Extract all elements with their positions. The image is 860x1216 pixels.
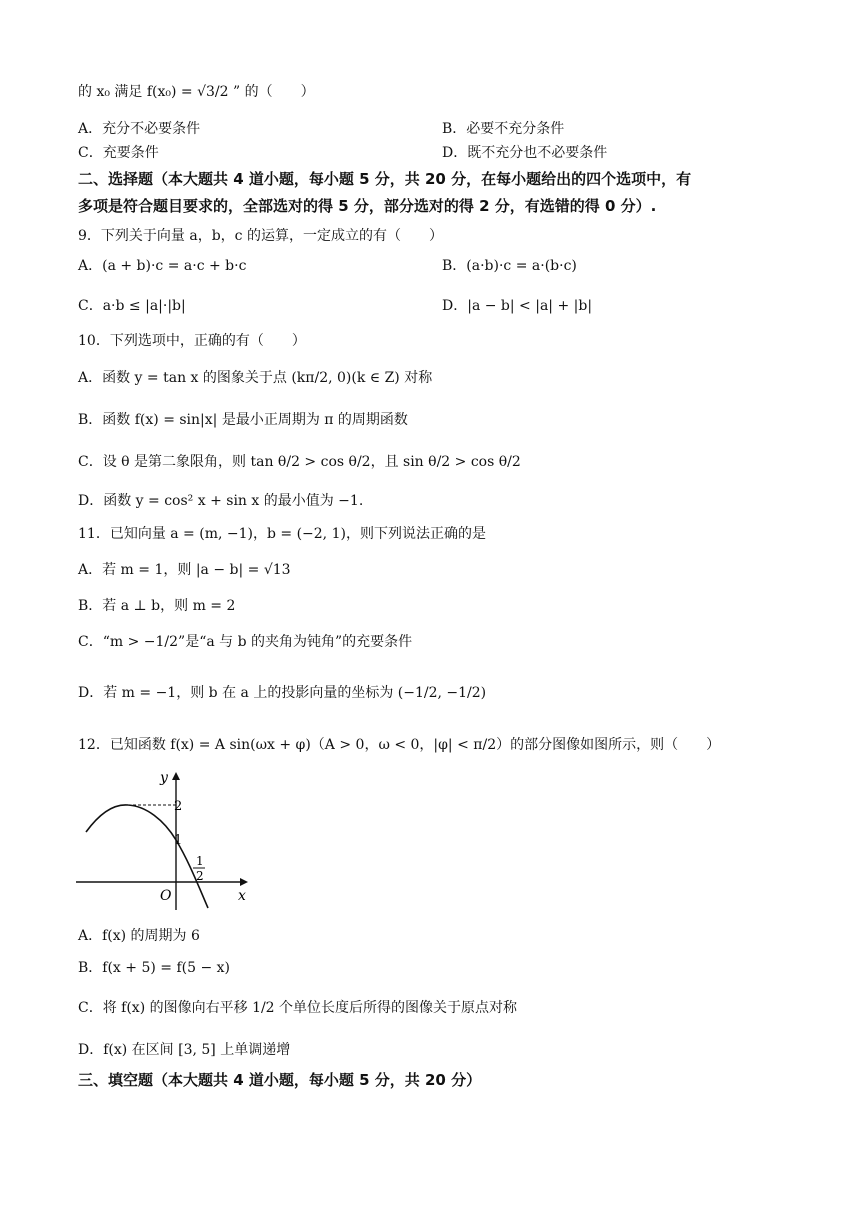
question-9-stem: 9．下列关于向量 a，b，c 的运算，一定成立的有（ ） xyxy=(78,228,443,244)
q9-option-b: B．(a·b)·c = a·(b·c) xyxy=(442,258,577,274)
q11-option-c: C．“m > −1/2”是“a 与 b 的夹角为钝角”的充要条件 xyxy=(78,634,413,650)
max-value-label: 2 xyxy=(174,799,183,814)
section-2-heading-line-2: 多项是符合题目要求的，全部选对的得 5 分，部分选对的得 2 分，有选错的得 0 分）. xyxy=(78,197,657,215)
y-intercept-label: 1 xyxy=(174,833,183,848)
section-2-heading-line-1: 二、选择题（本大题共 4 道小题，每小题 5 分，共 20 分，在每小题给出的四个选项中，有 xyxy=(78,170,692,188)
q12-option-d: D．f(x) 在区间 [3, 5] 上单调递增 xyxy=(78,1042,291,1058)
q8-stem-text: 的 x₀ 满足 f(x₀) = √3/2 ” 的（ ） xyxy=(78,84,315,100)
q8-option-a: A．充分不必要条件 xyxy=(78,121,201,137)
y-axis-label: y xyxy=(160,770,168,786)
q12-option-c: C．将 f(x) 的图像向右平移 1/2 个单位长度后所得的图像关于原点对称 xyxy=(78,1000,518,1016)
q12-option-a: A．f(x) 的周期为 6 xyxy=(78,928,200,944)
function-graph xyxy=(72,768,262,914)
q11-option-d: D．若 m = −1，则 b 在 a 上的投影向量的坐标为 (−1/2, −1/2) xyxy=(78,685,487,701)
question-10-stem: 10．下列选项中，正确的有（ ） xyxy=(78,333,306,349)
q10-option-c: C．设 θ 是第二象限角，则 tan θ/2 > cos θ/2，且 sin θ/2 > cos θ/2 xyxy=(78,454,521,470)
q10-option-d: D．函数 y = cos² x + sin x 的最小值为 −1. xyxy=(78,493,364,509)
root-label-numerator: 1 xyxy=(196,854,204,868)
x-axis-arrow xyxy=(240,878,248,886)
sine-curve xyxy=(86,805,208,908)
q11-option-a: A．若 m = 1，则 |a − b| = √13 xyxy=(78,562,291,578)
q11-option-b: B．若 a ⊥ b，则 m = 2 xyxy=(78,598,236,614)
q8-option-c: C．充要条件 xyxy=(78,145,159,161)
q10-option-b: B．函数 f(x) = sin|x| 是最小正周期为 π 的周期函数 xyxy=(78,412,408,428)
q9-option-c: C．a·b ≤ |a|·|b| xyxy=(78,298,186,314)
q8-option-b: B．必要不充分条件 xyxy=(442,121,565,137)
q12-option-b: B．f(x + 5) = f(5 − x) xyxy=(78,960,230,976)
question-12-stem: 12．已知函数 f(x) = A sin(ωx + φ)（A > 0，ω < 0，|φ| < π/2）的部分图像如图所示，则（ ） xyxy=(78,737,721,753)
q9-option-a: A．(a + b)·c = a·c + b·c xyxy=(78,258,247,274)
x-axis-label: x xyxy=(238,888,246,904)
q8-option-d: D．既不充分也不必要条件 xyxy=(442,145,608,161)
origin-label: O xyxy=(160,888,172,904)
q10-option-a: A．函数 y = tan x 的图象关于点 (kπ/2, 0)(k ∈ Z) 对称 xyxy=(78,370,433,386)
y-axis-arrow xyxy=(172,772,180,780)
q9-option-d: D．|a − b| < |a| + |b| xyxy=(442,298,593,314)
section-3-heading: 三、填空题（本大题共 4 道小题，每小题 5 分，共 20 分） xyxy=(78,1071,482,1089)
question-8-stem-tail xyxy=(78,82,315,102)
root-label-denominator: 2 xyxy=(196,869,204,883)
question-11-stem: 11．已知向量 a = (m, −1)，b = (−2, 1)，则下列说法正确的是 xyxy=(78,526,486,542)
